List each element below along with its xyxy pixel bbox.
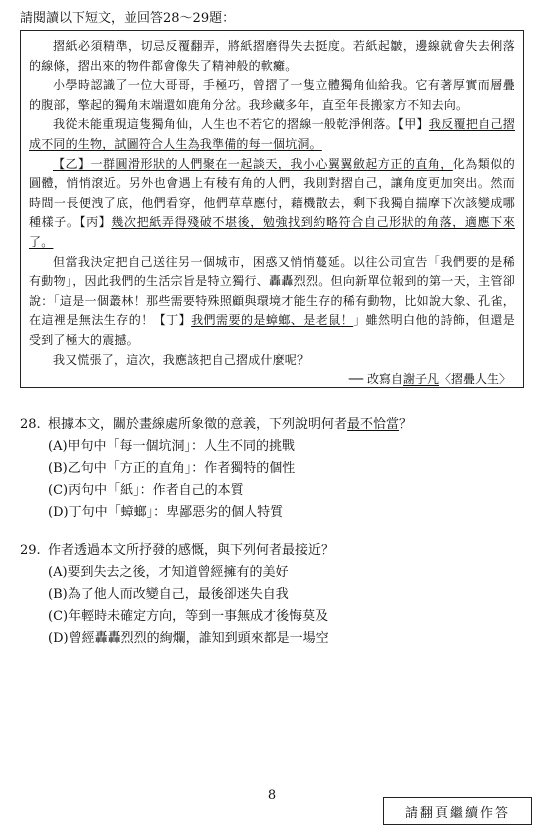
- source-title: 〈摺疊人生〉: [438, 372, 511, 387]
- question-28-text: 根據本文，關於畫線處所象徵的意義，下列說明何者: [48, 417, 348, 432]
- passage-paragraph-1: 摺紙必須精準，切忌反覆翻弄，將紙摺磨得失去挺度。若紙起皺，邊線就會失去俐落的線條，摺出來的物件都會像失了精神般的軟癱。: [29, 39, 515, 73]
- passage-p5-text: 但當我決定把自己送往另一個城市，困惑又悄悄蔓延。以往公司宣告「我們要的是稀有動物」，因此我們的生活宗旨是特立獨行、轟轟烈烈。但向新單位報到的第一天，主管卻說：「這是一個叢林！那些需要特殊照顧與環境才能生存的稀有動物，比如說大象、孔雀，在這裡是無法生存的！【丁】: [29, 254, 515, 328]
- underlined-sentence-ding: 我們需要的是蟑螂、是老鼠！: [191, 313, 354, 328]
- underlined-sentence-bing: 幾次把紙弄得殘破不堪後，勉強找到約略符合自己形狀的角落，適應下來了。: [29, 215, 515, 249]
- question-number: 29.: [20, 543, 41, 558]
- option-29-b: (B)為了他人而改變自己，最後卻迷失自我: [48, 587, 289, 602]
- option-28-d: (D)丁句中「蟑螂」：卑鄙惡劣的個人特質: [48, 505, 284, 520]
- question-number: 28.: [20, 417, 41, 432]
- question-28: [20, 414, 530, 524]
- passage-source: [29, 370, 515, 390]
- option-28-b: (B)乙句中「方正的直角」：作者獨特的個性: [48, 461, 296, 476]
- passage-paragraph-6: 我又慌張了，這次，我應該把自己摺成什麼呢？: [53, 352, 310, 367]
- underlined-sentence-yi: 【乙】一群圓滑形狀的人們聚在一起談天，我小心翼翼斂起方正的直角，: [53, 156, 453, 171]
- question-28-mark: ？: [399, 417, 413, 432]
- question-28-emphasis: 最不恰當: [347, 417, 400, 432]
- passage-p4-text: 化為類似的圓體，悄悄滾近。另外也會遇上有稜有角的人們，我則對摺自己，讓角度更加突出。然而時間一長便洩了底，他們看穿，他們草草應付，藉機散去，剩下我獨自揣摩下次該變成哪種樣子。【丙】: [29, 156, 515, 230]
- instruction-text: 請閱讀以下短文，並回答28～29題：: [20, 11, 236, 26]
- question-29-text: 作者透過本文所抒發的感慨，與下列何者最接近？: [48, 543, 335, 558]
- option-29-a: (A)要到失去之後，才知道曾經擁有的美好: [48, 565, 289, 580]
- passage-paragraph-2: 小學時認識了一位大哥哥，手極巧，曾摺了一隻立體獨角仙給我。它有著厚實而層疊的腹部，擎起的獨角末端還如鹿角分岔。我珍藏多年，直至年長搬家方不知去向。: [29, 78, 515, 112]
- question-28-stem: [20, 414, 530, 436]
- page-number: 8: [267, 788, 277, 803]
- question-29-stem: [20, 540, 530, 562]
- option-28-c: (C)丙句中「紙」：作者自己的本質: [48, 483, 244, 498]
- passage-p3-text: 我從未能重現這隻獨角仙，人生也不若它的摺線一般乾淨俐落。【甲】: [53, 117, 429, 132]
- question-29: [20, 540, 530, 650]
- underlined-sentence-jia: 我反覆把自己摺成不同的生物，試圖符合人生為我準備的每一個坑洞。: [29, 117, 516, 151]
- passage-box: [20, 30, 524, 388]
- passage-paragraph-5: [29, 253, 515, 351]
- passage-paragraph-4: [29, 155, 515, 253]
- source-prefix: ── 改寫自: [348, 372, 403, 387]
- source-author: 謝子凡: [402, 372, 439, 387]
- option-29-d: (D)曾經轟轟烈烈的絢爛，誰知到頭來都是一場空: [48, 631, 329, 646]
- option-29-c: (C)年輕時未確定方向，等到一事無成才後悔莫及: [48, 609, 329, 624]
- option-28-a: (A)甲句中「每一個坑洞」：人生不同的挑戰: [48, 439, 296, 454]
- passage-p5-tail: 」雖然明白他的詩飾，但還是受到了極大的震撼。: [29, 313, 516, 347]
- continue-notice: 請翻頁繼續作答: [383, 797, 532, 825]
- passage-paragraph-3: [29, 115, 515, 154]
